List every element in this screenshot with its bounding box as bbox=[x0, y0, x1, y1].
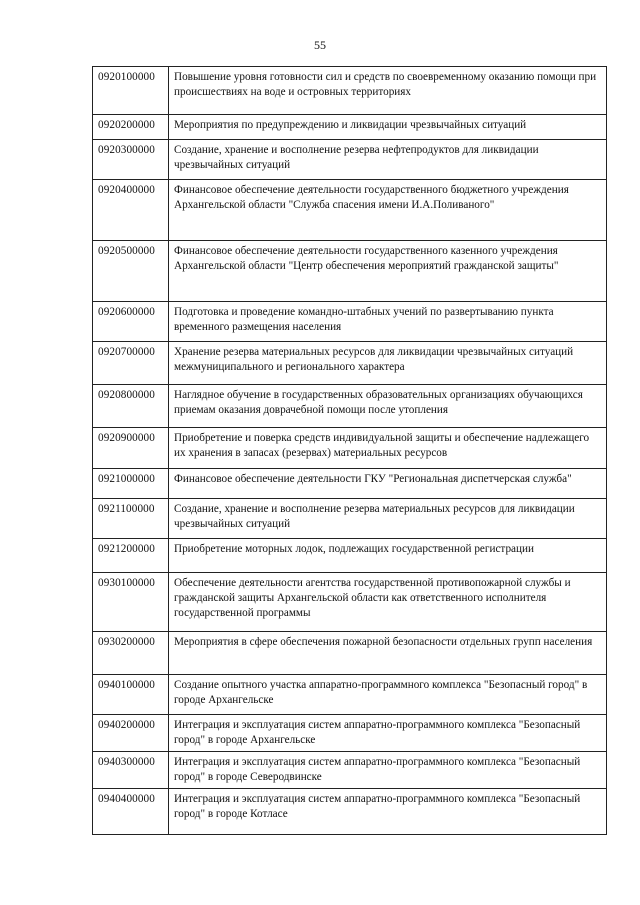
description-cell: Подготовка и проведение командно-штабных учений по развертыванию пункта временного размещения населения bbox=[169, 302, 607, 342]
table-row bbox=[93, 428, 607, 469]
code-cell: 0920800000 bbox=[93, 385, 169, 428]
code-cell: 0940300000 bbox=[93, 752, 169, 789]
code-cell: 0940200000 bbox=[93, 715, 169, 752]
code-cell: 0940400000 bbox=[93, 789, 169, 835]
page-number: 55 bbox=[314, 38, 326, 52]
code-cell: 0920400000 bbox=[93, 180, 169, 241]
code-cell: 0930100000 bbox=[93, 573, 169, 632]
code-cell: 0930200000 bbox=[93, 632, 169, 675]
code-cell: 0920500000 bbox=[93, 241, 169, 302]
table-row bbox=[93, 539, 607, 573]
description-cell: Создание, хранение и восполнение резерва материальных ресурсов для ликвидации чрезвычайных ситуаций bbox=[169, 499, 607, 539]
table-body bbox=[93, 67, 607, 835]
table-row bbox=[93, 67, 607, 115]
budget-codes-table bbox=[92, 66, 607, 835]
code-cell: 0921100000 bbox=[93, 499, 169, 539]
description-cell: Финансовое обеспечение деятельности ГКУ "Региональная диспетчерская служба" bbox=[169, 469, 607, 499]
table-row bbox=[93, 115, 607, 140]
table-row bbox=[93, 675, 607, 715]
description-cell: Повышение уровня готовности сил и средств по своевременному оказанию помощи при происшествиях на воде и островных территориях bbox=[169, 67, 607, 115]
code-cell: 0920900000 bbox=[93, 428, 169, 469]
table-row bbox=[93, 180, 607, 241]
description-cell: Интеграция и эксплуатация систем аппаратно-программного комплекса "Безопасный город" в городе Северодвинске bbox=[169, 752, 607, 789]
code-cell: 0940100000 bbox=[93, 675, 169, 715]
description-cell: Мероприятия по предупреждению и ликвидации чрезвычайных ситуаций bbox=[169, 115, 607, 140]
code-cell: 0920200000 bbox=[93, 115, 169, 140]
code-cell: 0920300000 bbox=[93, 140, 169, 180]
table-row bbox=[93, 752, 607, 789]
description-cell: Финансовое обеспечение деятельности государственного бюджетного учреждения Архангельской области "Служба спасения имени И.А.Поливаного" bbox=[169, 180, 607, 241]
description-cell: Приобретение моторных лодок, подлежащих государственной регистрации bbox=[169, 539, 607, 573]
code-cell: 0920600000 bbox=[93, 302, 169, 342]
table-row bbox=[93, 385, 607, 428]
table-row bbox=[93, 715, 607, 752]
table-row bbox=[93, 241, 607, 302]
description-cell: Создание опытного участка аппаратно-программного комплекса "Безопасный город" в городе Архангельске bbox=[169, 675, 607, 715]
description-cell: Интеграция и эксплуатация систем аппаратно-программного комплекса "Безопасный город" в городе Архангельске bbox=[169, 715, 607, 752]
table-row bbox=[93, 302, 607, 342]
table-row bbox=[93, 573, 607, 632]
description-cell: Мероприятия в сфере обеспечения пожарной безопасности отдельных групп населения bbox=[169, 632, 607, 675]
code-cell: 0920700000 bbox=[93, 342, 169, 385]
description-cell: Интеграция и эксплуатация систем аппаратно-программного комплекса "Безопасный город" в городе Котласе bbox=[169, 789, 607, 835]
description-cell: Приобретение и поверка средств индивидуальной защиты и обеспечение надлежащего их хранения в запасах (резервах) материальных ресурсов bbox=[169, 428, 607, 469]
description-cell: Обеспечение деятельности агентства государственной противопожарной службы и гражданской защиты Архангельской области как ответственного исполнителя государственной программы bbox=[169, 573, 607, 632]
description-cell: Наглядное обучение в государственных образовательных организациях обучающихся приемам оказания доврачебной помощи после утопления bbox=[169, 385, 607, 428]
code-cell: 0921200000 bbox=[93, 539, 169, 573]
description-cell: Создание, хранение и восполнение резерва нефтепродуктов для ликвидации чрезвычайных ситуаций bbox=[169, 140, 607, 180]
table-row bbox=[93, 342, 607, 385]
table-row bbox=[93, 140, 607, 180]
code-cell: 0921000000 bbox=[93, 469, 169, 499]
table-row bbox=[93, 469, 607, 499]
table-row bbox=[93, 632, 607, 675]
table-row bbox=[93, 499, 607, 539]
description-cell: Финансовое обеспечение деятельности государственного казенного учреждения Архангельской области "Центр обеспечения мероприятий гражданской защиты" bbox=[169, 241, 607, 302]
code-cell: 0920100000 bbox=[93, 67, 169, 115]
description-cell: Хранение резерва материальных ресурсов для ликвидации чрезвычайных ситуаций межмуниципального и регионального характера bbox=[169, 342, 607, 385]
table-row bbox=[93, 789, 607, 835]
